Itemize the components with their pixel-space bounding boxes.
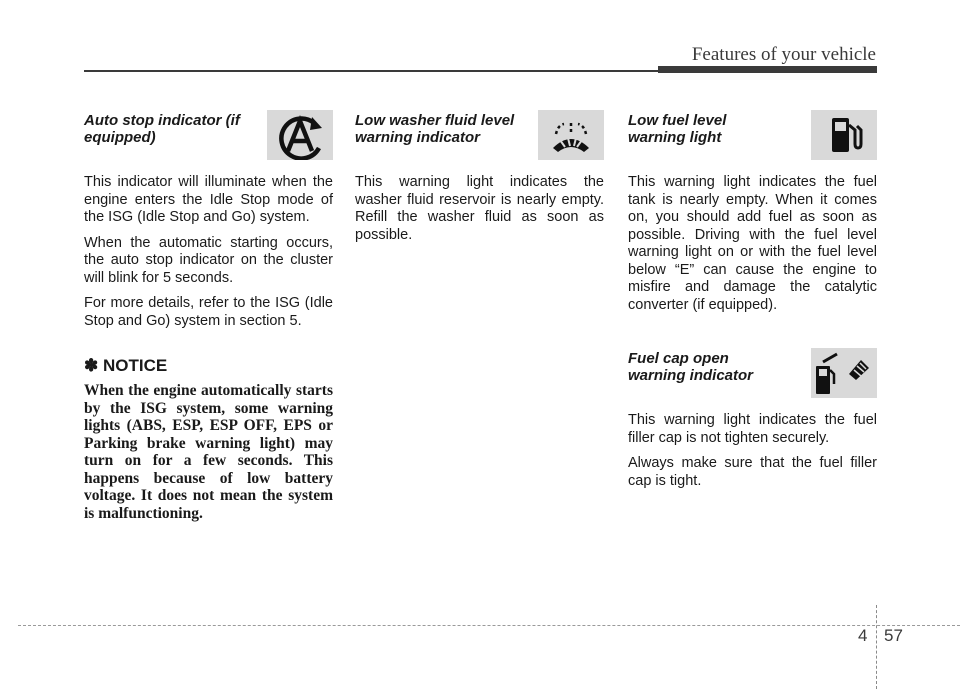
paragraph: When the automatic starting occurs, the auto stop indicator on the cluster will blink for 5 seconds.	[84, 234, 333, 286]
header-rule-accent	[658, 66, 877, 73]
paragraph: This warning light indicates the fuel tank is nearly empty. When it comes on, you should add fuel as soon as possible. Driving with the fuel level warning light on or with the fuel level below “E” can cause the engine to misfire and damage the catalytic converter (if equipped).	[628, 174, 877, 313]
footer-rule	[18, 625, 960, 626]
washer-fluid-icon	[538, 110, 604, 160]
notice-title: ✽ NOTICE	[84, 356, 168, 375]
paragraph: This indicator will illuminate when the engine enters the Idle Stop mode of the ISG (Idle Stop and Go) system.	[84, 174, 333, 225]
section-header	[84, 110, 333, 166]
chapter-number: 4	[858, 626, 868, 645]
section-title: Fuel cap open warning indicator	[628, 350, 754, 384]
auto-stop-icon	[267, 110, 333, 160]
header-rule	[84, 70, 658, 72]
fuel-cap-open-icon	[811, 348, 877, 398]
section-title: Auto stop indicator (if equipped)	[84, 112, 240, 146]
notice-body: When the engine automatically starts by the ISG system, some warning lights (ABS, ESP, ESP OFF, EPS or Parking brake warning light) may turn on for a few seconds. This happens because of low battery voltage. It does not mean the system is malfunctioning.	[84, 382, 333, 522]
paragraph: This warning light indicates the washer fluid reservoir is nearly empty. Refill the washer fluid as soon as possible.	[355, 174, 604, 243]
paragraph: This warning light indicates the fuel filler cap is not tighten securely.	[628, 412, 877, 446]
paragraph: Always make sure that the fuel filler cap is tight.	[628, 455, 877, 489]
section-header	[628, 348, 877, 404]
column-washer-fluid	[355, 110, 604, 244]
paragraph: For more details, refer to the ISG (Idle Stop and Go) system in section 5.	[84, 295, 333, 329]
section-title: Low washer fluid level warning indicator	[355, 112, 515, 146]
page-header-title: Features of your vehicle	[691, 44, 876, 65]
section-title: Low fuel level warning light	[628, 112, 727, 146]
column-fuel	[628, 110, 877, 490]
page-number: 57	[884, 626, 903, 645]
section-header	[355, 110, 604, 166]
section-header	[628, 110, 877, 166]
footer-divider	[876, 605, 877, 689]
column-auto-stop	[84, 110, 333, 522]
fuel-pump-icon	[811, 110, 877, 160]
